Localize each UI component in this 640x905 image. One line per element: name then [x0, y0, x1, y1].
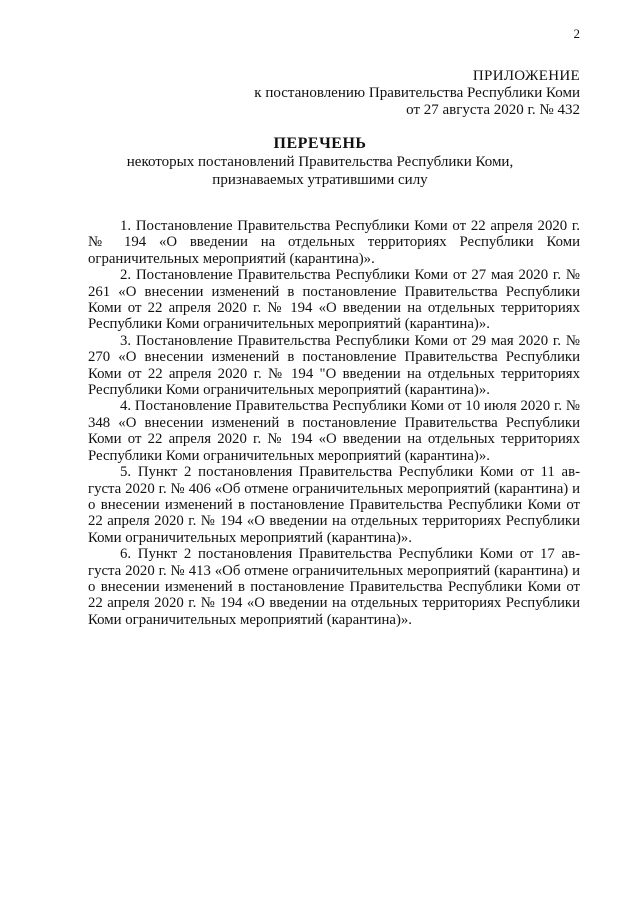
list-title: ПЕРЕЧЕНЬ — [273, 135, 367, 152]
list-item-5: 5. Пункт 2 постановления Правительства Республики Коми от 11 августа 2020 г. № 406 «Об отмене ограничительных мероприятий (карантина) и о внесении изменений в постановление Правительства Республики Коми от 22 апреля 2020 г. № 194 «О введении на отдельных территориях Республики Коми ограничительных мероприятий (карантина)». — [88, 464, 580, 546]
list-item-1: 1. Постановление Правительства Республики Коми от 22 апреля 2020 г. № 194 «О введении на отдельных территориях Республики Коми ограничительных мероприятий (карантина)». — [88, 218, 580, 267]
list-subtitle-line-1: некоторых постановлений Правительства Республики Коми, — [126, 154, 514, 170]
page-number: 2 — [573, 26, 580, 41]
appendix-line-2: от 27 августа 2020 г. № 432 — [406, 102, 580, 118]
appendix-line-1: к постановлению Правительства Республики Коми — [254, 85, 580, 101]
list-item-4: 4. Постановление Правительства Республики Коми от 10 июля 2020 г. № 348 «О внесении изменений в постановление Правительства Республики Коми от 22 апреля 2020 г. № 194 «О введении на отдельных территориях Республики Коми ограничительных мероприятий (карантина)». — [88, 398, 580, 464]
items-list — [88, 218, 580, 628]
appendix-header — [254, 68, 580, 119]
appendix-heading: ПРИЛОЖЕНИЕ — [472, 68, 580, 84]
list-subtitle-line-2: признаваемых утратившими силу — [212, 172, 428, 188]
list-title-block — [0, 134, 640, 189]
list-item-6: 6. Пункт 2 постановления Правительства Республики Коми от 17 августа 2020 г. № 413 «Об отмене ограничительных мероприятий (карантина) и о внесении изменений в постановление Правительства Республики Коми от 22 апреля 2020 г. № 194 «О введении на отдельных территориях Республики Коми ограничительных мероприятий (карантина)». — [88, 546, 580, 628]
list-item-3: 3. Постановление Правительства Республики Коми от 29 мая 2020 г. № 270 «О внесении изменений в постановление Правительства Республики Коми от 22 апреля 2020 г. № 194 "О введении на отдельных территориях Республики Коми ограничительных мероприятий (карантина)». — [88, 332, 580, 399]
list-item-2: 2. Постановление Правительства Республики Коми от 27 мая 2020 г. № 261 «О внесении изменений в постановление Правительства Республики Коми от 22 апреля 2020 г. № 194 «О введении на отдельных территориях Республики Коми ограничительных мероприятий (карантина)». — [88, 267, 580, 333]
